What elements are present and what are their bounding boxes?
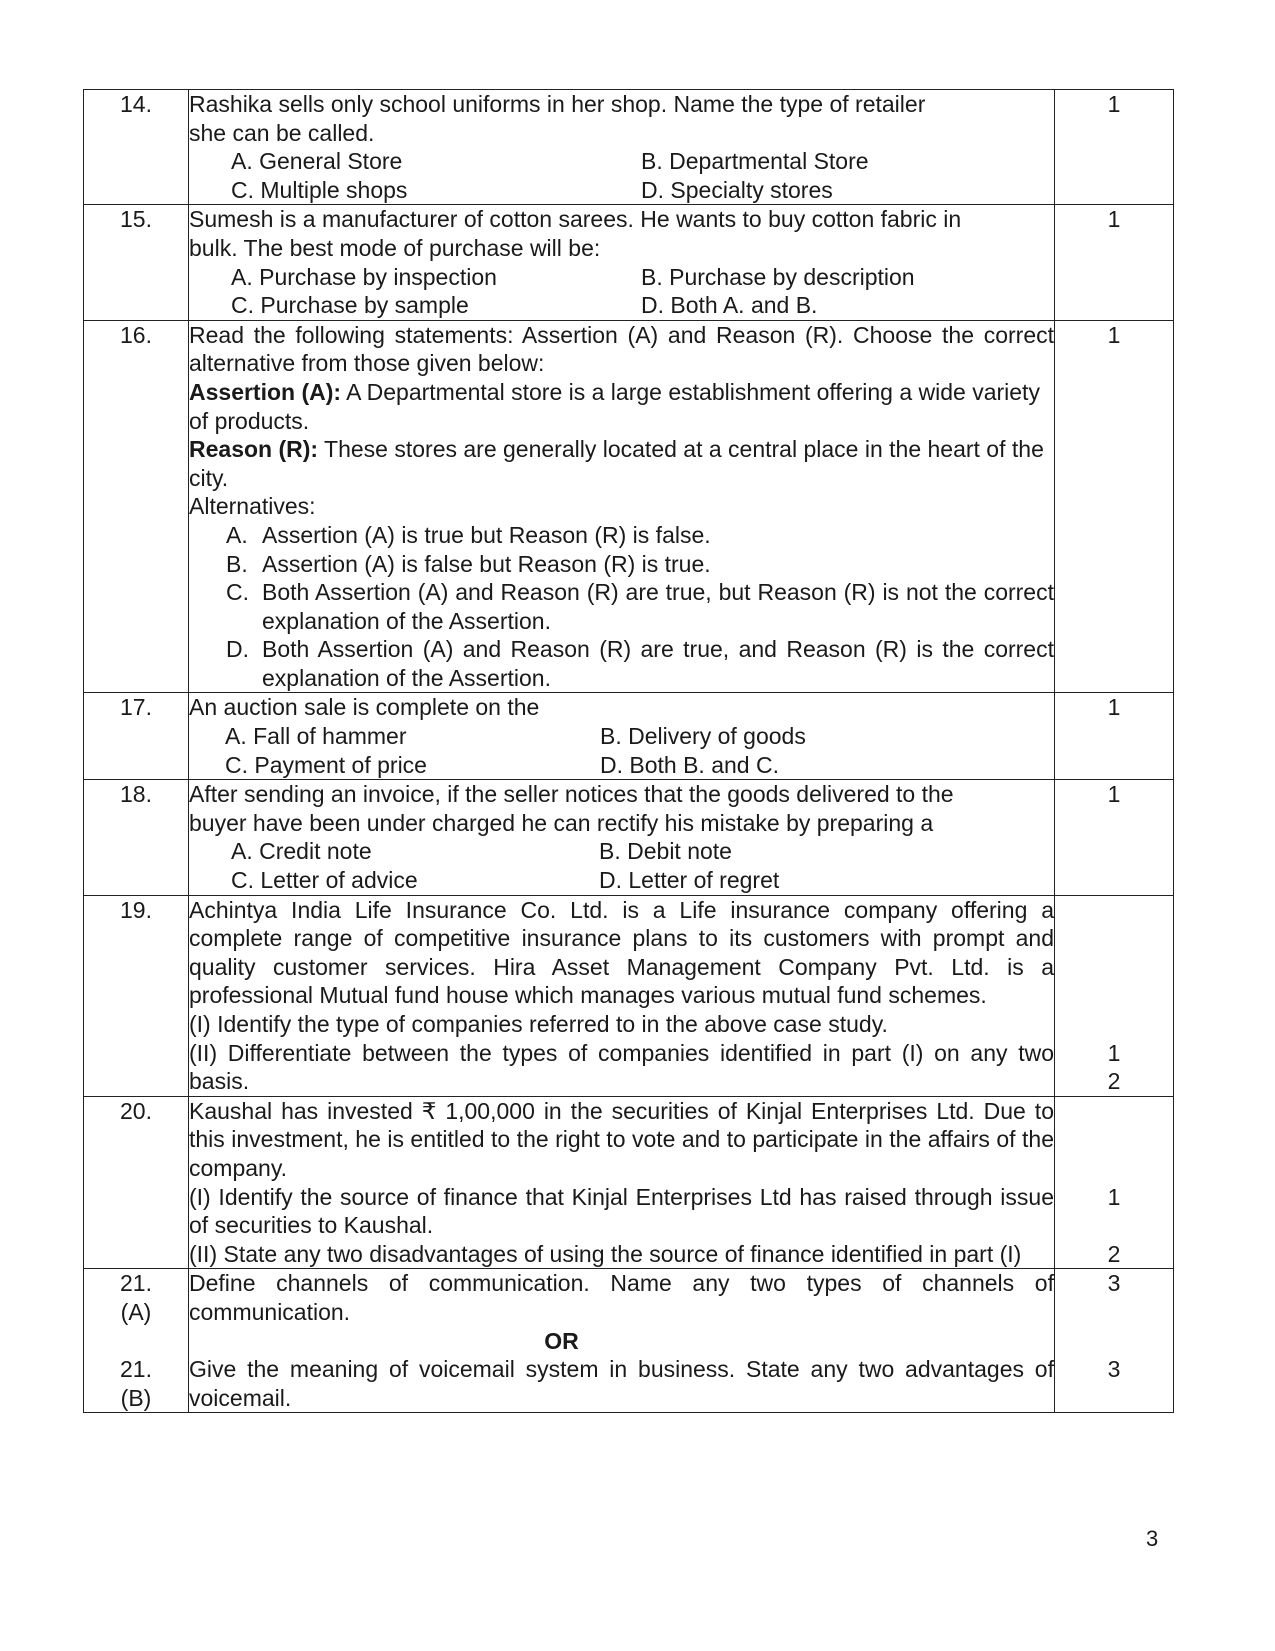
options-grid	[189, 722, 1054, 779]
alternatives-label: Alternatives:	[189, 493, 316, 520]
question-text	[189, 205, 1055, 320]
question-part-2: (II) State any two disadvantages of using the source of finance identified in part (I)	[189, 1240, 1022, 1267]
reason-label: Reason (R):	[189, 436, 319, 463]
reason	[189, 435, 1054, 492]
question-table	[83, 89, 1174, 1413]
option-b: B. Debit note	[599, 838, 732, 865]
question-text	[189, 90, 1055, 205]
marks-part-2: 2	[1107, 1068, 1121, 1095]
or-separator: OR	[544, 1327, 579, 1354]
option-b: B. Delivery of goods	[600, 723, 806, 750]
question-number: 17.	[84, 693, 189, 780]
option-b: B. Purchase by description	[641, 263, 915, 290]
question-text-b: Give the meaning of voicemail system in business. State any two advantages of voicemail.	[189, 1356, 1054, 1411]
question-part-2: (II) Differentiate between the types of companies identified in part (I) on any two basis.	[189, 1039, 1054, 1095]
alternative-c	[189, 578, 1054, 635]
option-b: B. Departmental Store	[641, 148, 869, 175]
question-row-16	[84, 320, 1174, 693]
marks-part-2: 2	[1107, 1240, 1121, 1267]
marks: 1	[1055, 780, 1174, 895]
question-sub-a: (A)	[120, 1298, 152, 1325]
question-row-20	[84, 1096, 1174, 1269]
question-text	[189, 1096, 1055, 1269]
question-number-b: 21.	[120, 1356, 152, 1383]
question-number: 14.	[84, 90, 189, 205]
option-a: A. Fall of hammer	[225, 723, 407, 750]
question-line: Rashika sells only school uniforms in her shop. Name the type of retailer	[189, 91, 926, 117]
alternative-a	[189, 521, 1054, 550]
alternative-label: A.	[226, 521, 248, 548]
question-part-1: (I) Identify the source of finance that Kinjal Enterprises Ltd has raised through issue of securities to Kaushal.	[189, 1183, 1054, 1239]
option-a: A. Credit note	[231, 838, 372, 865]
option-d: D. Letter of regret	[599, 867, 780, 894]
question-text	[189, 693, 1055, 780]
question-number	[84, 1269, 189, 1413]
reason-text: These stores are generally located at a central place in the heart of the city.	[189, 436, 1044, 491]
alternative-label: B.	[226, 550, 248, 577]
question-row-15	[84, 205, 1174, 320]
question-line: An auction sale is complete on the	[189, 694, 540, 721]
assertion	[189, 378, 1054, 435]
marks: 1	[1055, 693, 1174, 780]
marks-a: 3	[1107, 1270, 1121, 1297]
question-row-21	[84, 1269, 1174, 1413]
alternative-text: Assertion (A) is false but Reason (R) is true.	[262, 550, 711, 577]
marks	[1055, 895, 1174, 1096]
question-line: After sending an invoice, if the seller notices that the goods delivered to the	[189, 781, 954, 808]
alternative-label: C.	[226, 579, 249, 606]
option-d: D. Specialty stores	[641, 176, 833, 203]
options-grid	[189, 837, 1054, 894]
marks-part-1: 1	[1107, 1183, 1121, 1210]
alternative-d	[189, 635, 1054, 692]
question-line: she can be called.	[189, 119, 375, 146]
question-line: buyer have been under charged he can rectify his mistake by preparing a	[189, 809, 934, 836]
question-number: 20.	[84, 1096, 189, 1269]
marks: 1	[1055, 205, 1174, 320]
alternative-text: Assertion (A) is true but Reason (R) is false.	[262, 521, 711, 548]
question-text	[189, 320, 1055, 693]
page-number: 3	[1146, 1526, 1159, 1551]
marks: 1	[1055, 90, 1174, 205]
alternative-text: Both Assertion (A) and Reason (R) are true, and Reason (R) is the correct explanation of the Assertion.	[262, 636, 1054, 691]
marks-part-1: 1	[1107, 1039, 1121, 1066]
alternative-label: D.	[226, 636, 249, 663]
option-c: C. Purchase by sample	[231, 292, 469, 319]
question-number: 16.	[84, 320, 189, 693]
option-c: C. Letter of advice	[231, 867, 418, 894]
question-text	[189, 895, 1055, 1096]
marks: 1	[1055, 320, 1174, 693]
assertion-text: A Departmental store is a large establishment offering a wide variety of products.	[189, 378, 1040, 434]
question-line: bulk. The best mode of purchase will be:	[189, 234, 601, 261]
question-row-19	[84, 895, 1174, 1096]
marks	[1055, 1096, 1174, 1269]
option-a: A. Purchase by inspection	[231, 263, 497, 290]
question-line: Sumesh is a manufacturer of cotton sarees. He wants to buy cotton fabric in	[189, 206, 962, 233]
question-number: 19.	[84, 895, 189, 1096]
options-grid	[189, 147, 1054, 204]
question-number: 15.	[84, 205, 189, 320]
question-sub-b: (B)	[120, 1384, 152, 1411]
question-row-14	[84, 90, 1174, 205]
option-d: D. Both B. and C.	[600, 751, 779, 778]
question-text-a: Define channels of communication. Name any two types of channels of communication.	[189, 1270, 1054, 1325]
marks	[1055, 1269, 1174, 1413]
option-c: C. Multiple shops	[231, 176, 408, 203]
question-text	[189, 780, 1055, 895]
alternative-b	[189, 550, 1054, 579]
question-row-17	[84, 693, 1174, 780]
question-intro: Read the following statements: Assertion (A) and Reason (R). Choose the correct alternative from those given below:	[189, 321, 1054, 377]
question-number-a: 21.	[120, 1270, 152, 1297]
option-c: C. Payment of price	[225, 751, 427, 778]
option-a: A. General Store	[231, 148, 403, 175]
alternative-text: Both Assertion (A) and Reason (R) are true, but Reason (R) is not the correct explanation of the Assertion.	[262, 579, 1054, 634]
option-d: D. Both A. and B.	[641, 292, 818, 319]
question-part-1: (I) Identify the type of companies referred to in the above case study.	[189, 1011, 888, 1037]
assertion-label: Assertion (A):	[189, 378, 342, 405]
options-grid	[189, 263, 1054, 320]
question-number: 18.	[84, 780, 189, 895]
case-study-text: Achintya India Life Insurance Co. Ltd. is a Life insurance company offering a complete range of competitive insurance plans to its customers with prompt and quality customer services. Hira Asset Management Company Pvt. Ltd. is a professional Mutual fund house which manages various mutual fund schemes.	[189, 896, 1054, 1009]
case-study-text: Kaushal has invested ₹ 1,00,000 in the securities of Kinjal Enterprises Ltd. Due to this investment, he is entitled to the right to vote and to participate in the affairs of the company.	[189, 1097, 1054, 1181]
marks-b: 3	[1107, 1356, 1121, 1383]
question-row-18	[84, 780, 1174, 895]
question-text	[189, 1269, 1055, 1413]
